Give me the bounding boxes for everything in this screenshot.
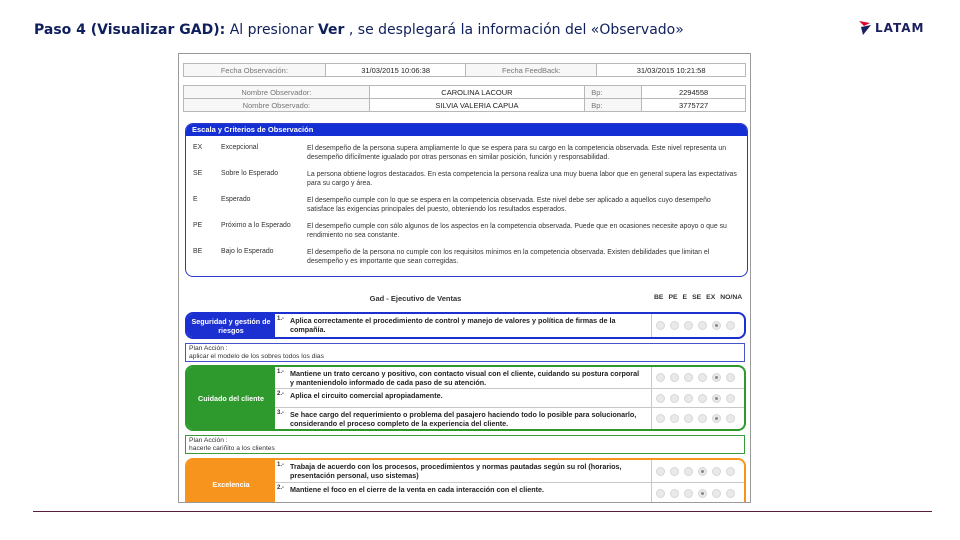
scale-code: EX (193, 144, 203, 151)
item-text: Se hace cargo del requerimiento o problema del pasajero haciendo todo lo posible para solucionarlo, considerando el proceso completo de la experiencia del cliente. (290, 410, 637, 428)
radio-e[interactable] (684, 414, 693, 423)
radio-se[interactable] (698, 321, 707, 330)
item-number: 2.- (277, 485, 285, 491)
item-number: 1.- (277, 369, 285, 375)
observador-bp-label: Bp: (585, 86, 642, 99)
fecha-observacion-value: 31/03/2015 10:06:38 (325, 64, 466, 77)
item-number: 2.- (277, 391, 285, 397)
radio-nona[interactable] (726, 373, 735, 382)
competency-item (275, 408, 744, 429)
fecha-feedback-label: Fecha FeedBack: (466, 64, 597, 77)
rating-radios (651, 314, 744, 337)
scale-name: Sobre lo Esperado (221, 170, 279, 177)
competency-item (275, 460, 744, 483)
category-label: Cuidado del cliente (187, 367, 275, 429)
col-ex: EX (706, 294, 716, 301)
competency-seguridad (185, 312, 746, 339)
scale-desc: El desempeño de la persona no cumple con los requisitos mínimos en la competencia observada. Existen debilidades que limitan el desempeño y es importante que sean corregidas. (307, 249, 710, 265)
col-nona: NO/NA (720, 294, 743, 301)
intro-text: Al presionar (229, 22, 314, 38)
plan-accion-cuidado (185, 435, 745, 454)
scale-code: PE (193, 222, 203, 229)
scale-name: Bajo lo Esperado (221, 248, 274, 255)
category-label: Seguridad y gestión de riesgos (187, 314, 275, 337)
radio-nona[interactable] (726, 414, 735, 423)
radio-se[interactable] (698, 467, 707, 476)
competency-item (275, 367, 744, 389)
fecha-feedback-value: 31/03/2015 10:21:58 (597, 64, 746, 77)
radio-e[interactable] (684, 467, 693, 476)
radio-nona[interactable] (726, 321, 735, 330)
competency-cuidado (185, 365, 746, 431)
observado-bp-value: 3775727 (642, 99, 746, 112)
radio-nona[interactable] (726, 394, 735, 403)
radio-se[interactable] (698, 373, 707, 382)
col-e: E (682, 294, 688, 301)
rest-text: , se desplegará la información del «Observado» (348, 22, 684, 38)
col-be: BE (654, 294, 664, 301)
scale-code: BE (193, 248, 203, 255)
scale-name: Esperado (221, 196, 251, 203)
observado-label: Nombre Observado: (184, 99, 370, 112)
scale-panel (185, 123, 748, 277)
radio-e[interactable] (684, 321, 693, 330)
radio-e[interactable] (684, 489, 693, 498)
radio-be[interactable] (656, 321, 665, 330)
rating-radios (651, 367, 744, 388)
item-text: Aplica el circuito comercial apropiadamente. (290, 391, 443, 400)
radio-be[interactable] (656, 394, 665, 403)
item-text: Mantiene el foco en el cierre de la venta en cada interacción con el cliente. (290, 485, 545, 494)
radio-se[interactable] (698, 394, 707, 403)
fecha-observacion-label: Fecha Observación: (184, 64, 326, 77)
latam-bird-icon (858, 20, 872, 36)
ver-keyword: Ver (317, 22, 345, 38)
plan-label: Plan Acción : (189, 345, 228, 352)
plan-label: Plan Acción : (189, 437, 228, 444)
competency-item (275, 389, 744, 408)
step-label: Paso 4 (Visualizar GAD): (34, 22, 226, 38)
radio-e[interactable] (684, 394, 693, 403)
competency-item (275, 314, 744, 337)
radio-se[interactable] (698, 489, 707, 498)
scale-code: E (193, 196, 198, 203)
scale-title: Escala y Criterios de Observación (186, 124, 747, 136)
plan-text: aplicar el modelo de los sobres todos los dias (189, 353, 324, 360)
scale-desc: El desempeño cumple con sólo algunos de los aspectos en la competencia observada. Puede que en ocasiones necesite apoyo o que su rendimiento no sea constante. (307, 223, 727, 239)
category-label: Excelencia (187, 460, 275, 503)
item-number: 1.- (277, 462, 285, 468)
col-pe: PE (668, 294, 678, 301)
radio-pe[interactable] (670, 373, 679, 382)
rating-radios (651, 483, 744, 503)
observador-bp-value: 2294558 (642, 86, 746, 99)
observado-value: SILVIA VALERIA CAPUA (369, 99, 585, 112)
competency-item (275, 483, 744, 503)
radio-pe[interactable] (670, 321, 679, 330)
slide-title (34, 22, 684, 38)
radio-pe[interactable] (670, 414, 679, 423)
plan-accion-seguridad (185, 343, 745, 362)
item-number: 3.- (277, 410, 285, 416)
scale-desc: El desempeño cumple con lo que se espera en la competencia observada. Este nivel debe ser aplicado a aquellos cuyo desempeño satisface las exigencias principales del puesto, obteniendo los resultados esperados. (307, 197, 711, 213)
observador-value: CAROLINA LACOUR (369, 86, 585, 99)
logo-text: LATAM (875, 21, 925, 35)
gad-screenshot (178, 53, 751, 503)
latam-logo (858, 20, 924, 36)
observador-label: Nombre Observador: (184, 86, 370, 99)
competency-excelencia (185, 458, 746, 503)
bottom-divider (33, 511, 932, 512)
radio-be[interactable] (656, 489, 665, 498)
radio-ex[interactable] (712, 489, 721, 498)
rating-radios (651, 408, 744, 429)
scale-name: Excepcional (221, 144, 259, 151)
persons-table (183, 85, 746, 112)
radio-ex[interactable] (712, 414, 721, 423)
rating-radios (651, 389, 744, 407)
dates-table (183, 63, 746, 77)
item-text: Aplica correctamente el procedimiento de control y manejo de valores y política de firmas de la compañía. (290, 316, 616, 334)
gad-title: Gad - Ejecutivo de Ventas (369, 294, 462, 303)
scale-desc: La persona obtiene logros destacados. En esta competencia la persona realiza una muy buena labor que en general supera las expectativas para su cargo y área. (307, 171, 737, 187)
observado-bp-label: Bp: (585, 99, 642, 112)
item-text: Trabaja de acuerdo con los procesos, procedimientos y normas pautadas según su rol (horarios, presentación personal, uso sistemas) (290, 462, 622, 480)
item-number: 1.- (277, 316, 285, 322)
radio-pe[interactable] (670, 467, 679, 476)
radio-ex[interactable] (712, 394, 721, 403)
col-se: SE (692, 294, 702, 301)
scale-desc: El desempeño de la persona supera ampliamente lo que se espera para su cargo en la competencia observada. Este nivel representa un desempeño difícilmente igualado por otras personas en similar posición, función y responsabilidad. (307, 145, 727, 161)
scale-code: SE (193, 170, 203, 177)
radio-be[interactable] (656, 414, 665, 423)
radio-pe[interactable] (670, 489, 679, 498)
radio-ex[interactable] (712, 467, 721, 476)
radio-ex[interactable] (712, 321, 721, 330)
rating-radios (651, 460, 744, 482)
radio-se[interactable] (698, 414, 707, 423)
radio-nona[interactable] (726, 489, 735, 498)
radio-be[interactable] (656, 373, 665, 382)
rating-column-headers (654, 294, 742, 301)
scale-name: Próximo a lo Esperado (221, 222, 291, 229)
plan-text: hacerle cariñito a los clientes (189, 445, 275, 452)
radio-be[interactable] (656, 467, 665, 476)
radio-pe[interactable] (670, 394, 679, 403)
radio-e[interactable] (684, 373, 693, 382)
radio-nona[interactable] (726, 467, 735, 476)
radio-ex[interactable] (712, 373, 721, 382)
item-text: Mantiene un trato cercano y positivo, con contacto visual con el cliente, cuidando su postura corporal y manteniendolo informado de cada paso de su atención. (290, 369, 640, 387)
